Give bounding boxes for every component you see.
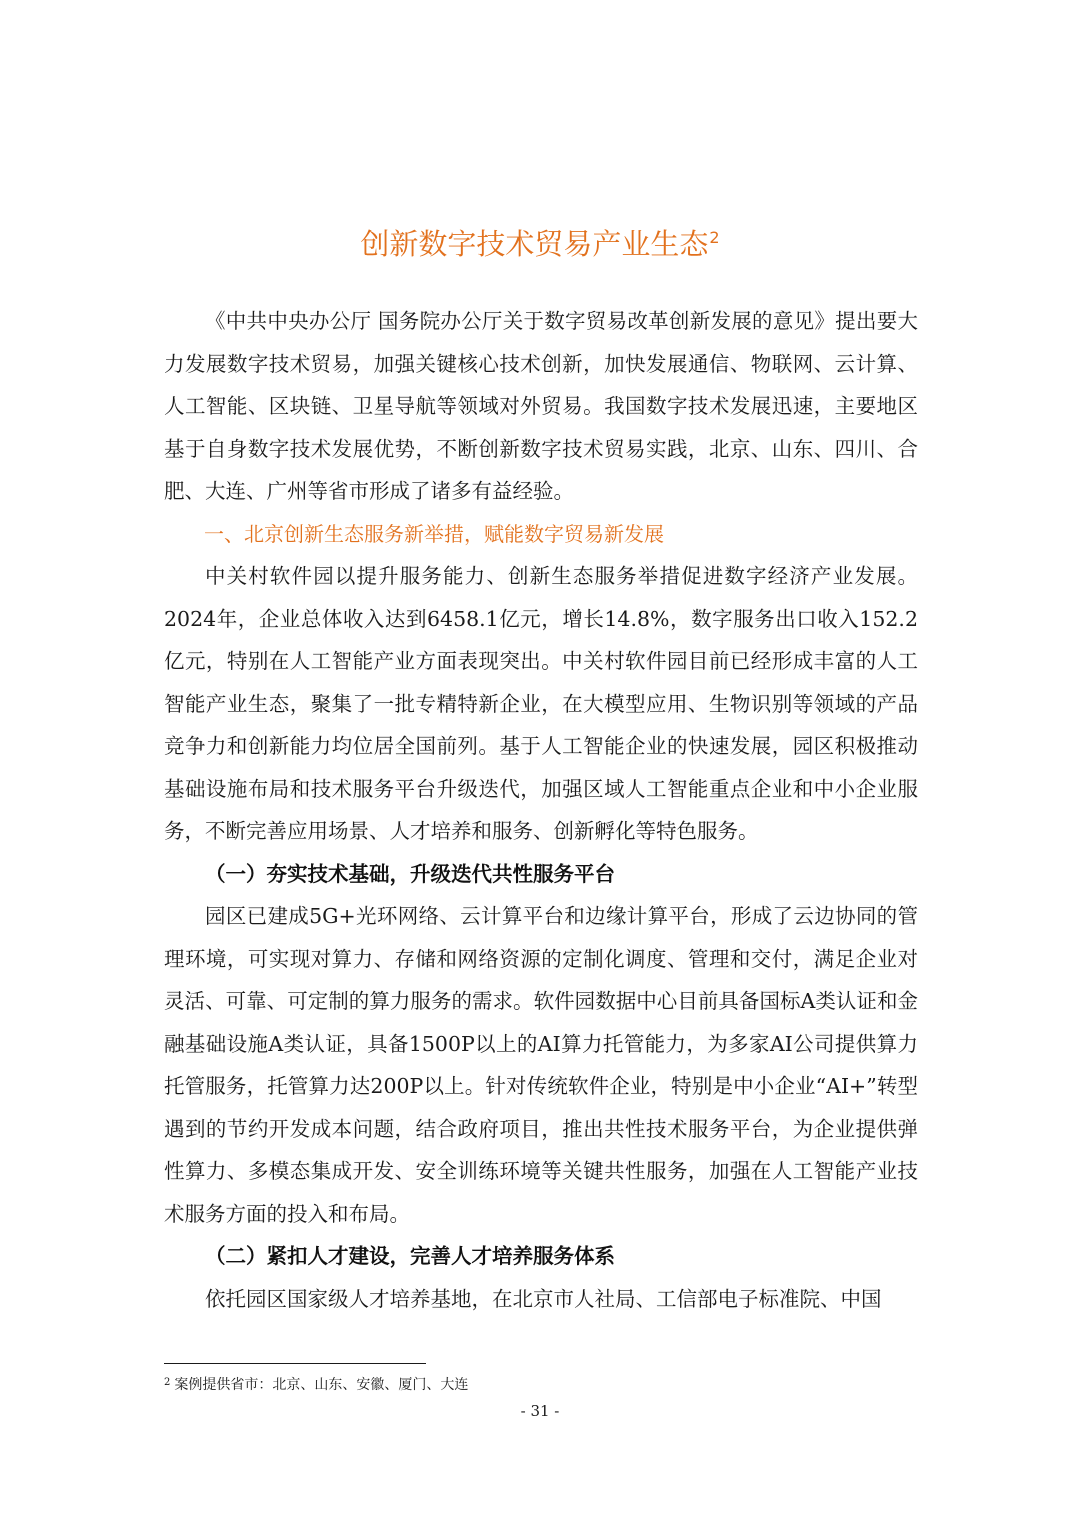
page-title xyxy=(0,222,1080,266)
intro-paragraph: 《中共中央办公厅 国务院办公厅关于数字贸易改革创新发展的意见》提出要大力发展数字技术贸易，加强关键核心技术创新，加快发展通信、物联网、云计算、人工智能、区块链、卫星导航等领域对外贸易。我国数字技术发展迅速，主要地区基于自身数字技术发展优势，不断创新数字技术贸易实践，北京、山东、四川、合肥、大连、广州等省市形成了诸多有益经验。 xyxy=(164,309,918,503)
document-body xyxy=(164,300,918,1320)
page-title-text: 创新数字技术贸易产业生态 xyxy=(360,227,709,261)
footnote-divider xyxy=(164,1363,426,1364)
footnote xyxy=(164,1375,468,1395)
page-number: - 31 - xyxy=(520,1402,560,1420)
footnote-text: 案例提供省市：北京、山东、安徽、厦门、大连 xyxy=(174,1377,469,1393)
subsection-heading-talent: （二）紧扣人才建设，完善人才培养服务体系 xyxy=(205,1244,615,1268)
section-paragraph-zhongguancun: 中关村软件园以提升服务能力、创新生态服务举措促进数字经济产业发展。2024年，企业总体收入达到6458.1亿元，增长14.8%，数字服务出口收入152.2亿元，特别在人工智能产业方面表现突出。中关村软件园目前已经形成丰富的人工智能产业生态，聚集了一批专精特新企业，在大模型应用、生物识别等领域的产品竞争力和创新能力均位居全国前列。基于人工智能企业的快速发展，园区积极推动基础设施布局和技术服务平台升级迭代，加强区域人工智能重点企业和中小企业服务，不断完善应用场景、人才培养和服务、创新孵化等特色服务。 xyxy=(164,564,918,843)
footnote-marker: 2 xyxy=(164,1377,171,1388)
subsection-paragraph-talent: 依托园区国家级人才培养基地，在北京市人社局、工信部电子标准院、中国 xyxy=(205,1286,882,1311)
subsection-heading-tech-foundation: （一）夯实技术基础，升级迭代共性服务平台 xyxy=(205,861,615,886)
subsection-paragraph-tech-foundation: 园区已建成5G+光环网络、云计算平台和边缘计算平台，形成了云边协同的管理环境，可实现对算力、存储和网络资源的定制化调度、管理和交付，满足企业对灵活、可靠、可定制的算力服务的需求。软件园数据中心目前具备国标A类认证和金融基础设施A类认证，具备1500P以上的AI算力托管能力，为多家AI公司提供算力托管服务，托管算力达200P以上。针对传统软件企业，特别是中小企业“AI+”转型遇到的节约开发成本问题，结合政府项目，推出共性技术服务平台，为企业提供弹性算力、多模态集成开发、安全训练环境等关键共性服务，加强在人工智能产业技术服务方面的投入和布局。 xyxy=(164,904,918,1226)
title-footnote-marker[interactable]: 2 xyxy=(709,228,720,247)
section-heading-beijing: 一、北京创新生态服务新举措，赋能数字贸易新发展 xyxy=(204,521,664,546)
